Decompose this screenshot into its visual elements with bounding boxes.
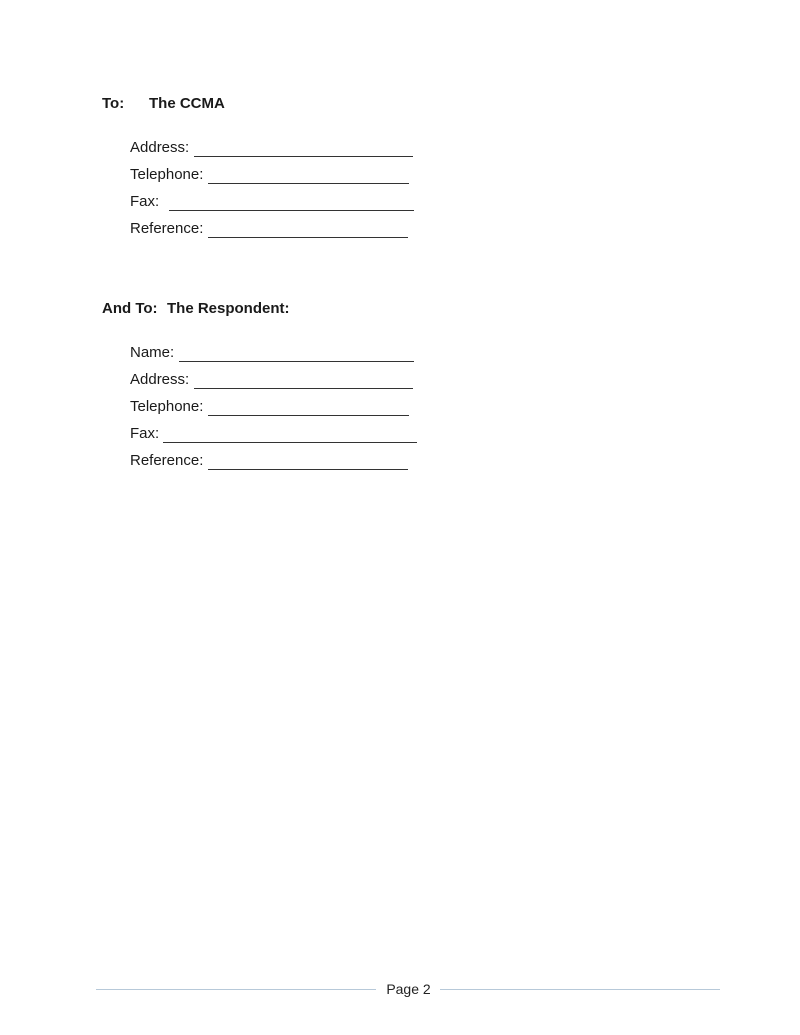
respondent-address-label: Address: [130,371,190,388]
respondent-fax-label: Fax: [130,425,160,442]
heading-title-ccma: The CCMA [149,95,225,112]
page-number: Page 2 [386,981,431,997]
ccma-fax-field [130,191,414,211]
respondent-reference-blank[interactable] [208,452,408,470]
ccma-address-blank[interactable] [194,139,413,157]
ccma-address-label: Address: [130,139,190,156]
respondent-address-blank[interactable] [194,371,413,389]
ccma-telephone-label: Telephone: [130,166,204,183]
respondent-telephone-label: Telephone: [130,398,204,415]
ccma-reference-blank[interactable] [208,220,408,238]
respondent-fax-blank[interactable] [163,425,417,443]
ccma-reference-field [130,218,408,238]
respondent-telephone-blank[interactable] [208,398,409,416]
ccma-telephone-field [130,164,409,184]
heading-to-ccma [102,95,225,112]
ccma-fax-blank[interactable] [169,193,414,211]
respondent-name-blank[interactable] [179,344,414,362]
respondent-reference-label: Reference: [130,452,204,469]
heading-respondent [102,300,290,317]
heading-prefix-to: To: [102,95,125,112]
ccma-telephone-blank[interactable] [208,166,409,184]
respondent-address-field [130,369,413,389]
heading-prefix-and-to: And To: [102,300,158,317]
respondent-telephone-field [130,396,409,416]
respondent-name-label: Name: [130,344,175,361]
respondent-name-field [130,342,414,362]
ccma-fax-label: Fax: [130,193,160,210]
respondent-fax-field [130,423,417,443]
ccma-reference-label: Reference: [130,220,204,237]
ccma-address-field [130,137,413,157]
heading-title-respondent: The Respondent: [167,300,290,317]
respondent-reference-field [130,450,408,470]
